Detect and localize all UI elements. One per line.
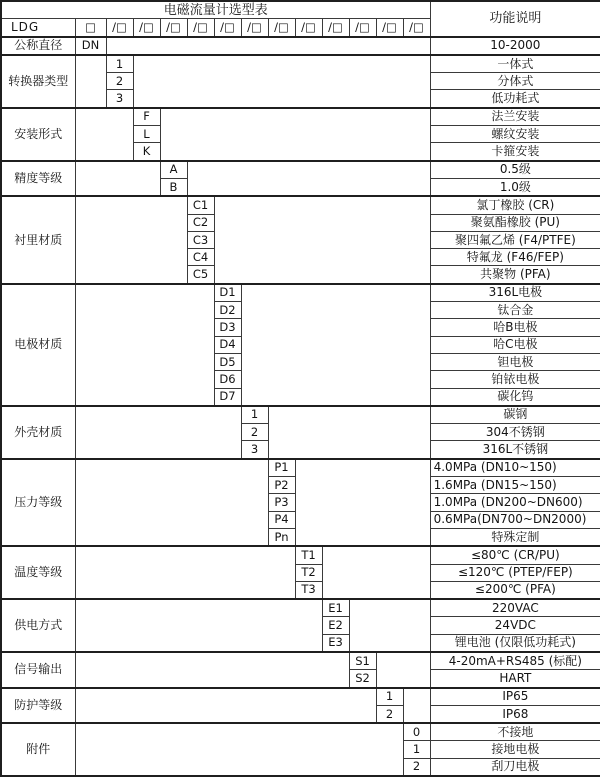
code-slot: /□ [214,19,241,37]
code-nominal-diameter: DN [75,37,106,55]
spacer-cell [75,161,160,197]
model-prefix-ldg: LDG [1,19,75,37]
code-slot: /□ [241,19,268,37]
function-desc-pressure-rating: 0.6MPa(DN700~DN2000) [430,511,600,528]
function-desc-accessories: 刮刀电极 [430,758,600,776]
code-protection-rating: 1 [376,688,403,706]
spacer-cell [349,599,430,652]
spacer-cell [295,459,430,546]
spacer-cell [75,688,376,724]
spacer-cell [75,652,349,688]
code-slot: /□ [160,19,187,37]
function-desc-signal-output: HART [430,670,600,688]
code-electrode-material: D5 [214,353,241,370]
spacer-cell [75,546,295,599]
category-lining-material: 衬里材质 [1,196,75,283]
code-slot: /□ [295,19,322,37]
code-temperature-rating: T1 [295,546,322,564]
function-desc-temperature-rating: ≤120℃ (PTEP/FEP) [430,564,600,581]
function-desc-protection-rating: IP65 [430,688,600,706]
function-desc-accuracy-class: 1.0级 [430,178,600,196]
code-pressure-rating: P4 [268,511,295,528]
code-slot: /□ [106,19,133,37]
code-lining-material: C5 [187,266,214,284]
function-desc-electrode-material: 哈C电极 [430,336,600,353]
code-power-supply: E2 [322,617,349,634]
code-housing-material: 2 [241,424,268,441]
function-desc-accessories: 接地电极 [430,741,600,758]
code-signal-output: S1 [349,652,376,670]
spacer-cell [75,406,241,459]
spacer-cell [403,688,430,724]
code-lining-material: C2 [187,214,214,231]
code-electrode-material: D7 [214,388,241,406]
function-desc-pressure-rating: 1.6MPa (DN15~150) [430,477,600,494]
code-electrode-material: D3 [214,319,241,336]
function-desc-electrode-material: 铂铱电极 [430,371,600,388]
code-converter-type: 1 [106,55,133,73]
function-desc-pressure-rating: 特殊定制 [430,528,600,546]
function-desc-electrode-material: 碳化钨 [430,388,600,406]
function-desc-accuracy-class: 0.5级 [430,161,600,179]
code-power-supply: E3 [322,634,349,652]
spacer-cell [322,546,430,599]
table-title: 电磁流量计选型表 [1,1,430,19]
function-desc-electrode-material: 钽电极 [430,353,600,370]
code-temperature-rating: T3 [295,581,322,599]
code-slot-box: □ [75,19,106,37]
spacer-cell [187,161,430,197]
function-desc-housing-material: 碳钢 [430,406,600,424]
spacer-cell [214,196,430,283]
category-protection-rating: 防护等级 [1,688,75,724]
function-desc-electrode-material: 钛合金 [430,302,600,319]
category-temperature-rating: 温度等级 [1,546,75,599]
category-power-supply: 供电方式 [1,599,75,652]
function-desc-lining-material: 特氟龙 (F46/FEP) [430,249,600,266]
code-converter-type: 3 [106,90,133,108]
function-desc-converter-type: 低功耗式 [430,90,600,108]
code-accessories: 2 [403,758,430,776]
function-desc-electrode-material: 哈B电极 [430,319,600,336]
function-desc-electrode-material: 316L电极 [430,284,600,302]
spacer-cell [241,284,430,406]
code-accessories: 1 [403,741,430,758]
code-protection-rating: 2 [376,705,403,723]
function-desc-power-supply: 220VAC [430,599,600,617]
function-desc-pressure-rating: 4.0MPa (DN10~150) [430,459,600,477]
code-lining-material: C3 [187,231,214,248]
spacer-cell [106,37,430,55]
code-housing-material: 1 [241,406,268,424]
code-slot: /□ [403,19,430,37]
function-desc-nominal-diameter: 10-2000 [430,37,600,55]
category-electrode-material: 电极材质 [1,284,75,406]
function-desc-signal-output: 4-20mA+RS485 (标配) [430,652,600,670]
function-desc-lining-material: 氯丁橡胶 (CR) [430,196,600,214]
function-desc-installation-type: 卡箍安装 [430,143,600,161]
code-electrode-material: D1 [214,284,241,302]
category-nominal-diameter: 公称直径 [1,37,75,55]
function-desc-converter-type: 一体式 [430,55,600,73]
function-desc-power-supply: 锂电池 (仅限低功耗式) [430,634,600,652]
code-electrode-material: D6 [214,371,241,388]
code-lining-material: C4 [187,249,214,266]
spacer-cell [75,108,133,161]
code-accuracy-class: B [160,178,187,196]
category-pressure-rating: 压力等级 [1,459,75,546]
function-desc-converter-type: 分体式 [430,73,600,90]
spacer-cell [133,55,430,108]
code-housing-material: 3 [241,441,268,459]
code-slot: /□ [187,19,214,37]
code-pressure-rating: P1 [268,459,295,477]
code-accuracy-class: A [160,161,187,179]
spacer-cell [75,55,106,108]
function-desc-housing-material: 316L不锈钢 [430,441,600,459]
function-desc-housing-material: 304不锈钢 [430,424,600,441]
code-slot: /□ [268,19,295,37]
spacer-cell [75,196,187,283]
code-temperature-rating: T2 [295,564,322,581]
function-desc-installation-type: 法兰安装 [430,108,600,126]
code-pressure-rating: P2 [268,477,295,494]
code-power-supply: E1 [322,599,349,617]
spacer-cell [75,599,322,652]
code-slot: /□ [376,19,403,37]
code-electrode-material: D4 [214,336,241,353]
function-desc-accessories: 不接地 [430,723,600,741]
code-installation-type: L [133,126,160,143]
function-desc-pressure-rating: 1.0MPa (DN200~DN600) [430,494,600,511]
code-lining-material: C1 [187,196,214,214]
category-converter-type: 转换器类型 [1,55,75,108]
code-converter-type: 2 [106,73,133,90]
code-pressure-rating: Pn [268,528,295,546]
function-desc-lining-material: 聚氨酯橡胶 (PU) [430,214,600,231]
code-pressure-rating: P3 [268,494,295,511]
code-installation-type: K [133,143,160,161]
function-desc-temperature-rating: ≤80℃ (CR/PU) [430,546,600,564]
code-electrode-material: D2 [214,302,241,319]
code-slot: /□ [349,19,376,37]
category-accuracy-class: 精度等级 [1,161,75,197]
function-desc-lining-material: 聚四氟乙烯 (F4/PTFE) [430,231,600,248]
spacer-cell [268,406,430,459]
code-accessories: 0 [403,723,430,741]
category-accessories: 附件 [1,723,75,776]
function-desc-power-supply: 24VDC [430,617,600,634]
function-desc-lining-material: 共聚物 (PFA) [430,266,600,284]
code-signal-output: S2 [349,670,376,688]
category-installation-type: 安装形式 [1,108,75,161]
function-desc-temperature-rating: ≤200℃ (PFA) [430,581,600,599]
code-slot: /□ [322,19,349,37]
spacer-cell [160,108,430,161]
category-housing-material: 外壳材质 [1,406,75,459]
category-signal-output: 信号输出 [1,652,75,688]
spacer-cell [75,459,268,546]
spacer-cell [376,652,430,688]
spacer-cell [75,723,403,776]
code-installation-type: F [133,108,160,126]
code-slot: /□ [133,19,160,37]
function-desc-installation-type: 螺纹安装 [430,126,600,143]
function-desc-protection-rating: IP68 [430,705,600,723]
spacer-cell [75,284,214,406]
function-column-header: 功能说明 [430,1,600,37]
